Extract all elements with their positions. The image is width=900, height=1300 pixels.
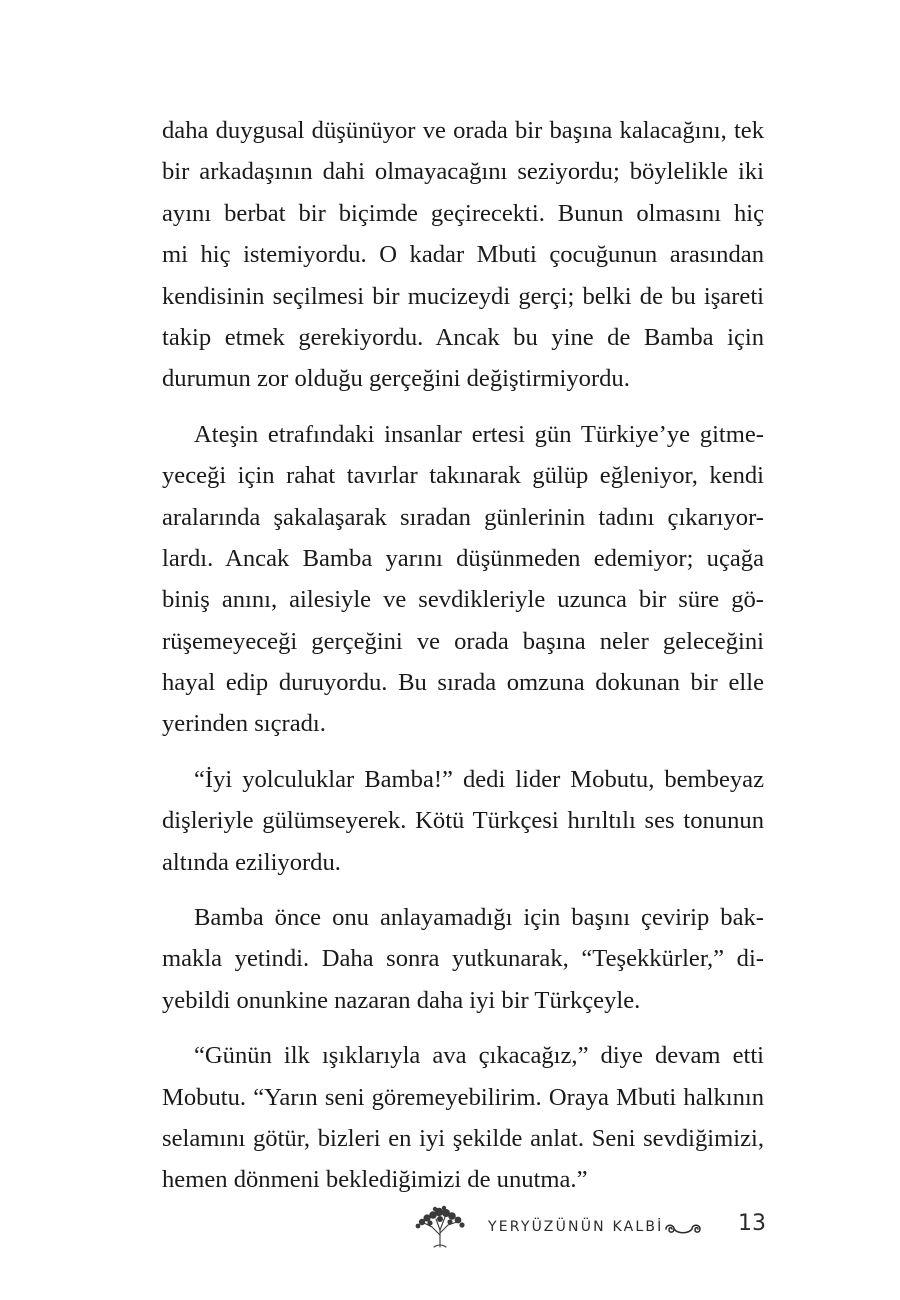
page-number: 13 [738,1211,766,1236]
text-line: “Günün ilk ışıklarıyla ava çıkacağız,” diye devam etti [194,1042,764,1070]
text-line: hayal edip duruyordu. Bu sırada omzuna dokunan bir elle [162,669,764,697]
text-line: takip etmek gerekiyordu. Ancak bu yine de Bamba için [162,323,764,351]
text-line: durumun zor olduğu gerçeğini değiştirmiyordu. [162,365,630,393]
book-title: YERYÜZÜNÜN KALBİ [488,1219,664,1235]
text-line: “İyi yolculuklar Bamba!” dedi lider Mobutu, bembeyaz [194,765,764,793]
text-line: aralarında şakalaşarak sıradan günlerinin tadını çıkarıyor- [162,503,764,531]
text-line: selamını götür, bizleri en iyi şekilde anlat. Seni sevdiğimizi, [162,1124,764,1152]
text-line: bir arkadaşının dahi olmayacağını seziyordu; böylelikle iki [162,158,764,186]
tree-icon [410,1205,470,1249]
text-line: Bamba önce onu anlayamadığı için başını çevirip bak- [194,904,764,932]
text-line: hemen dönmeni beklediğimizi de unutma.” [162,1166,588,1194]
page-body [162,110,764,1215]
text-line: yeceği için rahat tavırlar takınarak gülüp eğleniyor, kendi [162,462,764,490]
paragraph-3 [162,759,764,883]
paragraph-5 [162,1035,764,1201]
text-line: kendisinin seçilmesi bir mucizeydi gerçi; belki de bu işareti [162,282,764,310]
paragraph-4 [162,897,764,1021]
paragraph-2 [162,414,764,745]
text-line: Mobutu. “Yarın seni göremeyebilirim. Oraya Mbuti halkının [162,1083,764,1111]
text-line: rüşemeyeceği gerçeğini ve orada başına neler geleceğini [162,627,764,655]
text-line: Ateşin etrafındaki insanlar ertesi gün Türkiye’ye gitme- [194,420,764,448]
text-line: daha duygusal düşünüyor ve orada bir başına kalacağını, tek [162,117,764,144]
swirl-icon [662,1221,706,1237]
text-line: ayını berbat bir biçimde geçirecekti. Bunun olmasını hiç [162,199,764,227]
text-line: altında eziliyordu. [162,848,341,876]
text-line: yerinden sıçradı. [162,710,326,738]
paragraph-1 [162,110,764,400]
page-footer [410,1205,766,1255]
text-line: mi hiç istemiyordu. O kadar Mbuti çocuğunun arasından [162,241,764,269]
text-line: dişleriyle gülümseyerek. Kötü Türkçesi hırıltılı ses tonunun [162,807,764,835]
text-line: lardı. Ancak Bamba yarını düşünmeden edemiyor; uçağa [162,544,764,572]
text-line: biniş anını, ailesiyle ve sevdikleriyle uzunca bir süre gö- [162,586,764,614]
text-line: yebildi onunkine nazaran daha iyi bir Türkçeyle. [162,986,641,1014]
text-line: makla yetindi. Daha sonra yutkunarak, “Teşekkürler,” di- [162,945,764,973]
